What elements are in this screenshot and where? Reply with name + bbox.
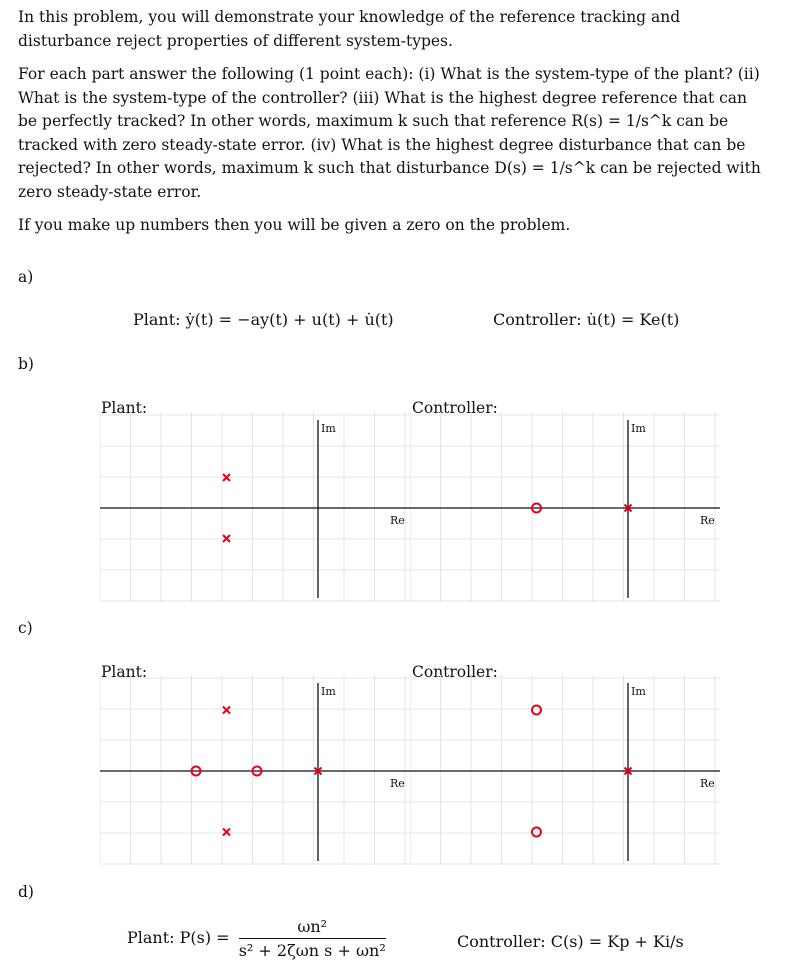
part-c-plant-title: Plant: <box>101 663 148 681</box>
part-b-label: b) <box>18 355 34 373</box>
part-b-controller-title: Controller: <box>412 399 498 417</box>
part-a-plant-equation: Plant: ẏ(t) = −ay(t) + u(t) + u̇(t) <box>133 310 394 329</box>
im-axis-label: Im <box>321 685 336 698</box>
re-axis-label: Re <box>390 777 405 790</box>
pole-marker <box>223 829 230 836</box>
part-d-label: d) <box>18 883 34 901</box>
part-b-plant-title: Plant: <box>101 399 148 417</box>
part-d-plant-numerator: ωn² <box>239 917 386 939</box>
part-d-plant-denominator: s² + 2ζωn s + ωn² <box>238 941 386 960</box>
warning-paragraph: If you make up numbers then you will be given a zero on the problem. <box>18 216 571 234</box>
zero-marker <box>532 828 541 837</box>
re-axis-label: Re <box>390 514 405 527</box>
part-a-controller-equation: Controller: u̇(t) = Ke(t) <box>493 310 680 329</box>
part-c-plant-pz-plot <box>100 675 410 865</box>
part-d-plant-equation <box>127 917 386 960</box>
part-b-controller-pz-plot <box>410 412 720 602</box>
part-d-controller-equation: Controller: C(s) = Kp + Ki/s <box>457 932 684 951</box>
part-c-controller-pz-plot <box>410 675 720 865</box>
intro-paragraph: In this problem, you will demonstrate your knowledge of the reference tracking and disturbance reject properties of different system-types. <box>18 8 681 50</box>
instructions-paragraph: For each part answer the following (1 point each): (i) What is the system-type of the plant? (ii) What is the system-type of the controller? (iii) What is the highest degree reference that can be perfectly tracked? In other words, maximum k such that reference R(s) = 1/s^k can be tracked with zero steady-state error. (iv) What is the highest degree disturbance that can be rejected? In other words, maximum k such that disturbance D(s) = 1/s^k can be rejected with zero steady-state error. <box>18 65 761 201</box>
part-d-plant-prefix: Plant: P(s) = <box>127 928 230 947</box>
im-axis-label: Im <box>631 422 646 435</box>
im-axis-label: Im <box>631 685 646 698</box>
zero-marker <box>532 706 541 715</box>
re-axis-label: Re <box>700 514 715 527</box>
part-b-plant-pz-plot <box>100 412 410 602</box>
part-c-label: c) <box>18 619 33 637</box>
re-axis-label: Re <box>700 777 715 790</box>
im-axis-label: Im <box>321 422 336 435</box>
part-c-controller-title: Controller: <box>412 663 498 681</box>
pole-marker <box>223 707 230 714</box>
part-d-plant-fraction <box>239 917 386 960</box>
part-a-label: a) <box>18 268 34 286</box>
